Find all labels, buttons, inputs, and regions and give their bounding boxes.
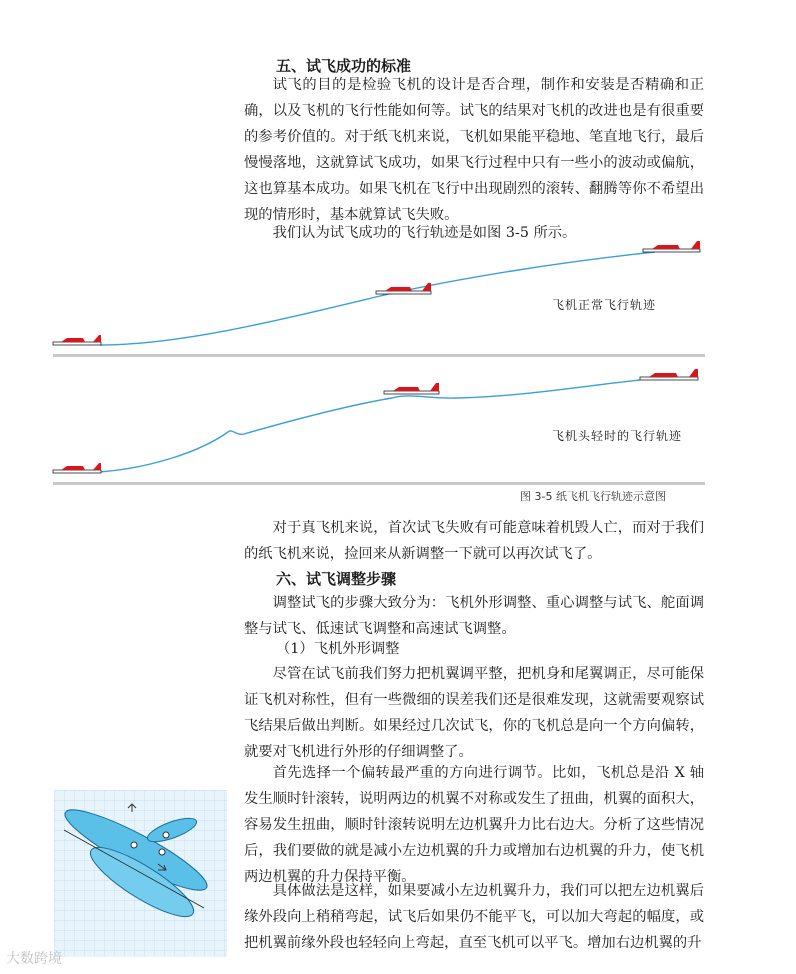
figure-caption: 图 3-5 纸飞机飞行轨迹示意图 [520, 490, 666, 503]
watermark-text: 大数跨境 [6, 951, 62, 967]
ground-line-top [53, 354, 705, 357]
paper-plane-icon [640, 369, 698, 380]
section6-paragraph-2: 尽管在试飞前我们努力把机翼调平整，把机身和尾翼调正，尽可能保证飞机对称性，但有一些微细的误差我们还是很难发现，这就需要观察试飞结果后做出判断。如果经过几次试飞，你的飞机总是向一个方向偏转，就要对飞机进行外形的仔细调整了。 [244, 666, 704, 760]
ground-line-bottom [53, 482, 705, 485]
section-heading-6: 六、试飞调整步骤 [276, 570, 397, 588]
section6-paragraph-4: 具体做法是这样，如果要减小左边机翼升力，我们可以把左边机翼后缘外段向上稍稍弯起，试飞后如果仍不能平飞，可以加大弯起的幅度，或把机翼前缘外段也轻轻向上弯起，直至飞机可以平飞。增加右边机翼的升 [244, 883, 704, 951]
section6-paragraph-3: 首先选择一个偏转最严重的方向进行调节。比如，飞机总是沿 X 轴发生顺时针滚转，说明两边的机翼不对称或发生了扭曲，机翼的面积大，容易发生扭曲，顺时针滚转说明左边机翼升力比右边大。分析了这些情况后，我们要做的就是减小左边机翼的升力或增加右边机翼的升力，使飞机两边机翼的升力保持平衡。 [244, 765, 704, 885]
paper-plane-icon [643, 241, 700, 252]
normal-trajectory-label: 飞机正常飞行轨迹 [552, 298, 657, 312]
section-heading-5: 五、试飞成功的标准 [276, 57, 412, 75]
section5-paragraph-1: 试飞的目的是检验飞机的设计是否合理，制作和安装是否精确和正确，以及飞机的飞行性能如何等。试飞的结果对飞机的改进也是有很重要的参考价值的。对于纸飞机来说，飞机如果能平稳地、笔直地飞行，最后慢慢落地，这就算试飞成功，如果飞行过程中只有一些小的波动或偏航，这也算基本成功。如果飞机在飞行中出现剧烈的滚转、翻腾等你不希望出现的情形时，基本就算试飞失败。 [244, 77, 704, 223]
paper-plane-icon [53, 335, 101, 345]
section5-paragraph-2: 我们认为试飞成功的飞行轨迹是如图 3-5 所示。 [272, 225, 577, 241]
paper-plane-icon [376, 283, 431, 294]
nose-light-trajectory-label: 飞机头轻时的飞行轨迹 [552, 429, 683, 443]
nose-light-trajectory-line [100, 380, 640, 472]
paper-plane-icon [384, 383, 439, 394]
paper-plane-icon [53, 463, 101, 473]
subheading-shape-adjustment: （1）飞机外形调整 [276, 641, 400, 657]
section6-paragraph-1: 调整试飞的步骤大致分为：飞机外形调整、重心调整与试飞、舵面调整与试飞、低速试飞调整和高速试飞调整。 [244, 595, 704, 637]
plane-model-illustration [54, 790, 227, 957]
after-figure-paragraph: 对于真飞机来说，首次试飞失败有可能意味着机毁人亡，而对于我们的纸飞机来说，捡回来从新调整一下就可以再次试飞了。 [244, 520, 704, 562]
